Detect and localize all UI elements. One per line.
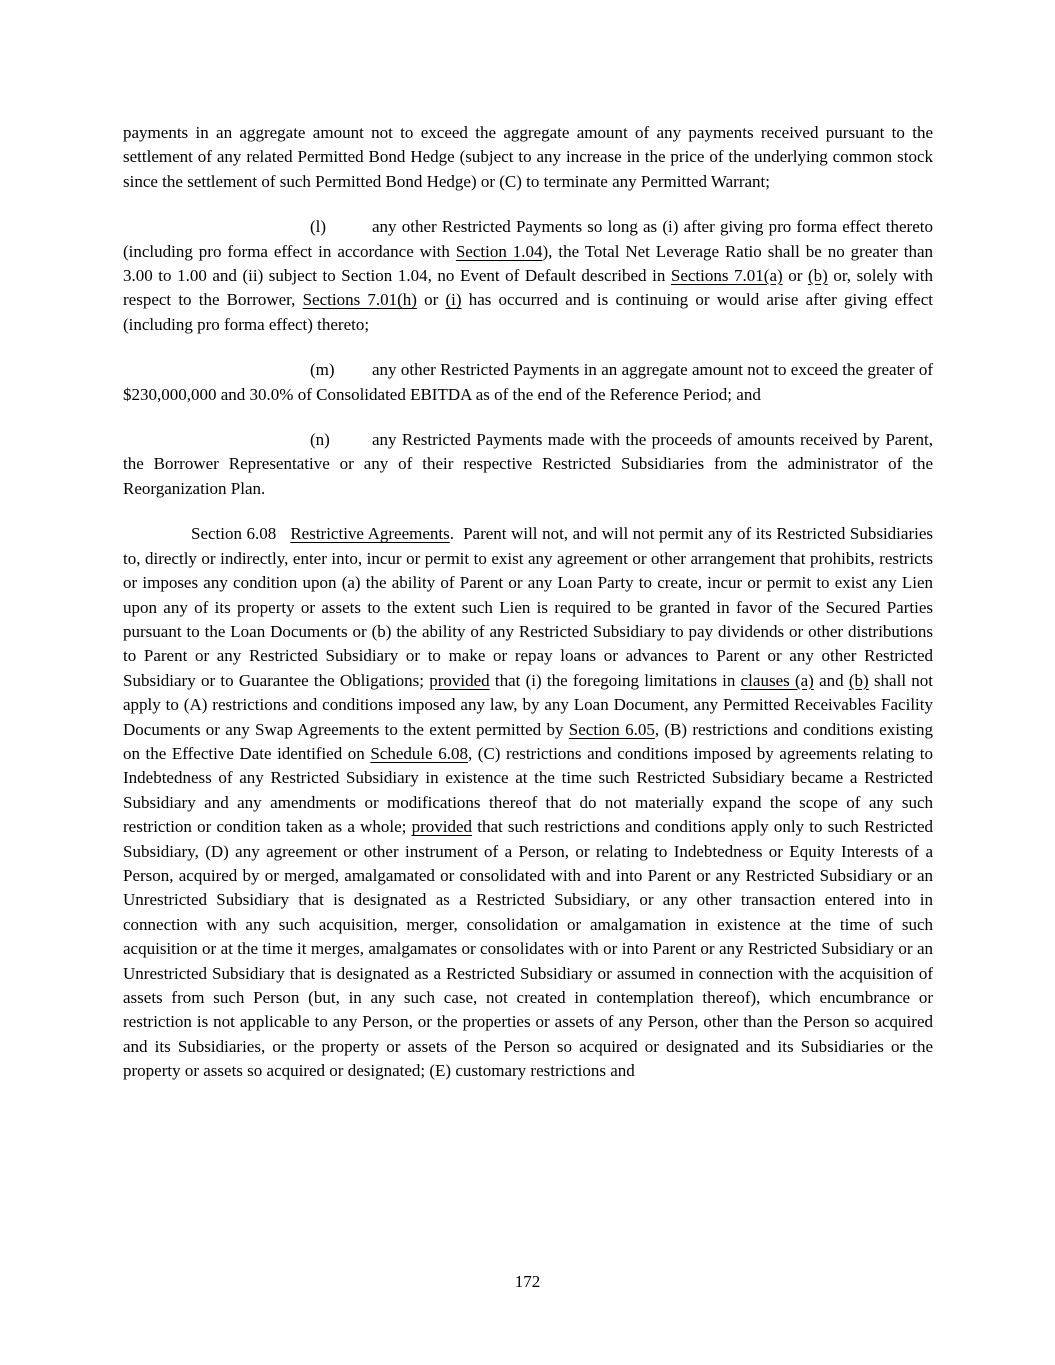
- underlined-reference: clauses (a): [740, 670, 814, 690]
- underlined-reference: (i): [445, 290, 462, 310]
- clause-label: (m): [310, 360, 335, 380]
- document-body: [123, 121, 933, 1105]
- paragraph-warrant-continuation: [123, 121, 933, 194]
- text-run: , (C) restrictions and conditions imposed by agreements relating to Indebtedness of any Restricted Subsidiary in existence at the time such Restricted Subsidiary became a Restricted Subsidiary and any amendments or modifications thereof that do not materially expand the scope of any such restriction or condition taken as a whole;: [123, 743, 933, 837]
- text-run: has occurred and is continuing or would arise after giving effect (including pro forma effect) thereto;: [123, 290, 933, 334]
- clause-label: (n): [310, 430, 330, 450]
- paragraph-section-6-08: [123, 522, 933, 1083]
- underlined-reference: Sections 7.01(a): [670, 266, 783, 286]
- text-run: or, solely with respect to the Borrower,: [123, 266, 933, 310]
- underlined-reference: (b): [848, 670, 869, 690]
- underlined-reference: (b): [807, 266, 828, 286]
- underlined-reference: Section 6.05: [568, 719, 655, 739]
- paragraph-clause-l: [123, 215, 933, 337]
- text-run: any other Restricted Payments so long as (i) after giving pro forma effect thereto (including pro forma effect in accordance with: [123, 217, 933, 261]
- text-run: any Restricted Payments made with the proceeds of amounts received by Parent, the Borrower Representative or any of their respective Restricted Subsidiaries from the administrator of the Reorganization Plan.: [123, 430, 933, 498]
- text-run: that such restrictions and conditions apply only to such Restricted Subsidiary, (D) any agreement or other instrument of a Person, or relating to Indebtedness or Equity Interests of a Person, acquired by or merged, amalgamated or consolidated with and into Parent or any Restricted Subsidiary or an Unrestricted Subsidiary that is designated as a Restricted Subsidiary, or any other transaction entered into in connection with any such acquisition, merger, consolidation or amalgamation in existence at the time of such acquisition or at the time it merges, amalgamates or consolidates with or into Parent or any Restricted Subsidiary or an Unrestricted Subsidiary that is designated as a Restricted Subsidiary or assumed in connection with the acquisition of assets from such Person (but, in any such case, not created in contemplation thereof), which encumbrance or restriction is not applicable to any Person, or the properties or assets of any Person, other than the Person so acquired and its Subsidiaries, or the property or assets of the Person so acquired or designated and its Subsidiaries or the property or assets so acquired or designated; (E) customary restrictions and: [123, 817, 933, 1081]
- text-run: . Parent will not, and will not permit any of its Restricted Subsidiaries to, directly or indirectly, enter into, incur or permit to exist any agreement or other arrangement that prohibits, restricts or imposes any condition upon (a) the ability of Parent or any Loan Party to create, incur or permit to exist any Lien upon any of its property or assets to the extent such Lien is required to be granted in favor of the Secured Parties pursuant to the Loan Documents or (b) the ability of any Restricted Subsidiary to pay dividends or other distributions to Parent or any Restricted Subsidiary or to make or repay loans or advances to Parent or any other Restricted Subsidiary or to Guarantee the Obligations;: [123, 524, 933, 690]
- underlined-reference: Restrictive Agreements: [290, 524, 450, 544]
- underlined-reference: Section 1.04: [455, 241, 543, 261]
- text-run: , (B) restrictions and conditions existing on the Effective Date identified on: [123, 719, 933, 763]
- text-run: any other Restricted Payments in an aggregate amount not to exceed the greater of $230,000,000 and 30.0% of Consolidated EBITDA as of the end of the Reference Period; and: [123, 360, 933, 404]
- clause-label: (l): [310, 217, 327, 237]
- text-run: or: [416, 290, 446, 310]
- text-run: ), the Total Net Leverage Ratio shall be no greater than 3.00 to 1.00 and (ii) subject to Section 1.04, no Event of Default described in: [123, 241, 933, 286]
- underlined-reference: Schedule 6.08: [370, 743, 468, 763]
- paragraph-clause-m: [123, 358, 933, 407]
- text-run: shall not apply to (A) restrictions and conditions imposed any law, by any Loan Document, any Permitted Receivables Facility Documents or any Swap Agreements to the extent permitted by: [123, 670, 934, 739]
- paragraph-clause-n: [123, 428, 933, 501]
- underlined-reference: Sections 7.01(h): [302, 290, 417, 310]
- text-run: or: [782, 266, 808, 286]
- underlined-reference: provided: [411, 817, 473, 837]
- page-number: 172: [514, 1272, 541, 1291]
- clause-label: Section 6.08: [191, 524, 277, 544]
- text-run: and: [813, 670, 849, 690]
- text-run: payments in an aggregate amount not to exceed the aggregate amount of any payments received pursuant to the settlement of any related Permitted Bond Hedge (subject to any increase in the price of the underlying common stock since the settlement of such Permitted Bond Hedge) or (C) to terminate any Permitted Warrant;: [123, 123, 933, 191]
- text-run: that (i) the foregoing limitations in: [489, 670, 741, 690]
- underlined-reference: provided: [429, 670, 490, 690]
